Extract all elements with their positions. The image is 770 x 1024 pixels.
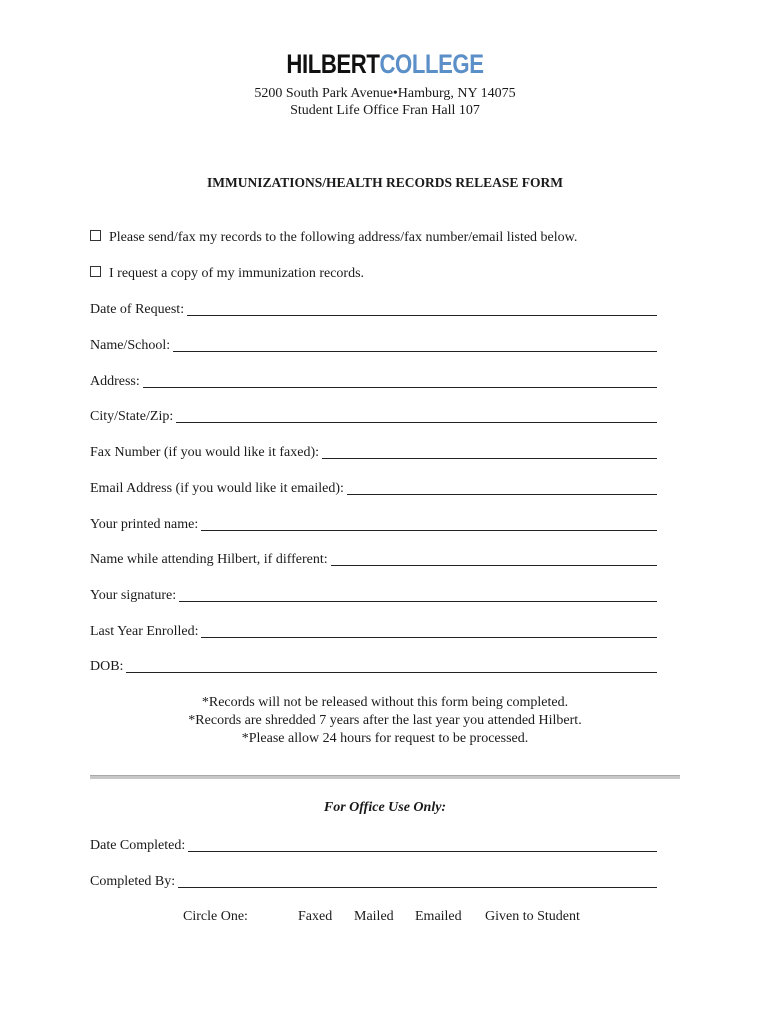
- field-label: City/State/Zip:: [90, 409, 174, 424]
- field-label: Date Completed:: [90, 838, 186, 853]
- option-request-copy[interactable]: [90, 265, 364, 282]
- name-while-attending-line[interactable]: [331, 551, 657, 566]
- dob-line[interactable]: [126, 658, 657, 673]
- field-date-of-request: [90, 300, 657, 318]
- circle-option-mailed[interactable]: Mailed: [354, 909, 394, 924]
- checkbox-request-copy[interactable]: [90, 266, 101, 277]
- option-request-copy-label: I request a copy of my immunization records.: [109, 266, 365, 281]
- signature-line[interactable]: [179, 587, 657, 602]
- note-completion-required: *Records will not be released without this form being completed.: [201, 695, 569, 710]
- form-title: IMMUNIZATIONS/HEALTH RECORDS RELEASE FORM: [207, 175, 563, 190]
- field-label: Name/School:: [90, 338, 171, 353]
- field-dob: [90, 657, 657, 675]
- logo-part-college: COLLEGE: [379, 49, 484, 79]
- field-date-completed: [90, 836, 657, 854]
- office-use-heading: For Office Use Only:: [323, 800, 447, 815]
- field-signature: [90, 586, 657, 604]
- logo-part-hilbert: HILBERT: [286, 49, 380, 79]
- field-fax-number: [90, 443, 657, 461]
- field-label: Fax Number (if you would like it faxed):: [90, 445, 320, 460]
- address-line-2: Student Life Office Fran Hall 107: [290, 103, 480, 118]
- option-send-fax-label: Please send/fax my records to the following address/fax number/email listed below.: [109, 230, 578, 245]
- field-city-state-zip: [90, 407, 657, 425]
- field-label: Last Year Enrolled:: [90, 624, 199, 639]
- section-divider: [90, 775, 680, 779]
- field-email-address: [90, 479, 657, 497]
- option-send-fax[interactable]: [90, 229, 577, 246]
- circle-option-given-to-student[interactable]: Given to Student: [485, 909, 580, 924]
- name-school-line[interactable]: [173, 337, 657, 352]
- field-address: [90, 372, 657, 390]
- completed-by-line[interactable]: [178, 873, 657, 888]
- printed-name-line[interactable]: [201, 516, 657, 531]
- field-label: Name while attending Hilbert, if different:: [90, 552, 328, 567]
- email-address-line[interactable]: [347, 480, 657, 495]
- field-printed-name: [90, 515, 657, 533]
- field-label: Address:: [90, 374, 140, 389]
- college-logo: [69, 50, 700, 78]
- field-label: Completed By:: [90, 874, 176, 889]
- circle-one-label: Circle One:: [183, 909, 248, 924]
- date-completed-line[interactable]: [188, 837, 657, 852]
- city-state-zip-line[interactable]: [176, 408, 657, 423]
- field-completed-by: [90, 872, 657, 890]
- notes-block: [0, 694, 770, 748]
- last-year-enrolled-line[interactable]: [201, 623, 657, 638]
- circle-option-emailed[interactable]: Emailed: [415, 909, 462, 924]
- address-line[interactable]: [143, 373, 657, 388]
- field-label: Your signature:: [90, 588, 177, 603]
- field-label: Date of Request:: [90, 302, 185, 317]
- field-last-year-enrolled: [90, 622, 657, 640]
- field-label: Your printed name:: [90, 517, 199, 532]
- address-line-1: 5200 South Park Avenue•Hamburg, NY 14075: [254, 86, 516, 101]
- note-shredding-policy: *Records are shredded 7 years after the last year you attended Hilbert.: [188, 713, 582, 728]
- fax-number-line[interactable]: [322, 444, 657, 459]
- field-label: DOB:: [90, 659, 124, 674]
- field-label: Email Address (if you would like it emailed):: [90, 481, 344, 496]
- field-name-school: [90, 336, 657, 354]
- circle-option-faxed[interactable]: Faxed: [298, 909, 333, 924]
- date-of-request-line[interactable]: [187, 301, 657, 316]
- field-name-while-attending: [90, 550, 657, 568]
- note-processing-time: *Please allow 24 hours for request to be processed.: [241, 731, 529, 746]
- checkbox-send-fax[interactable]: [90, 230, 101, 241]
